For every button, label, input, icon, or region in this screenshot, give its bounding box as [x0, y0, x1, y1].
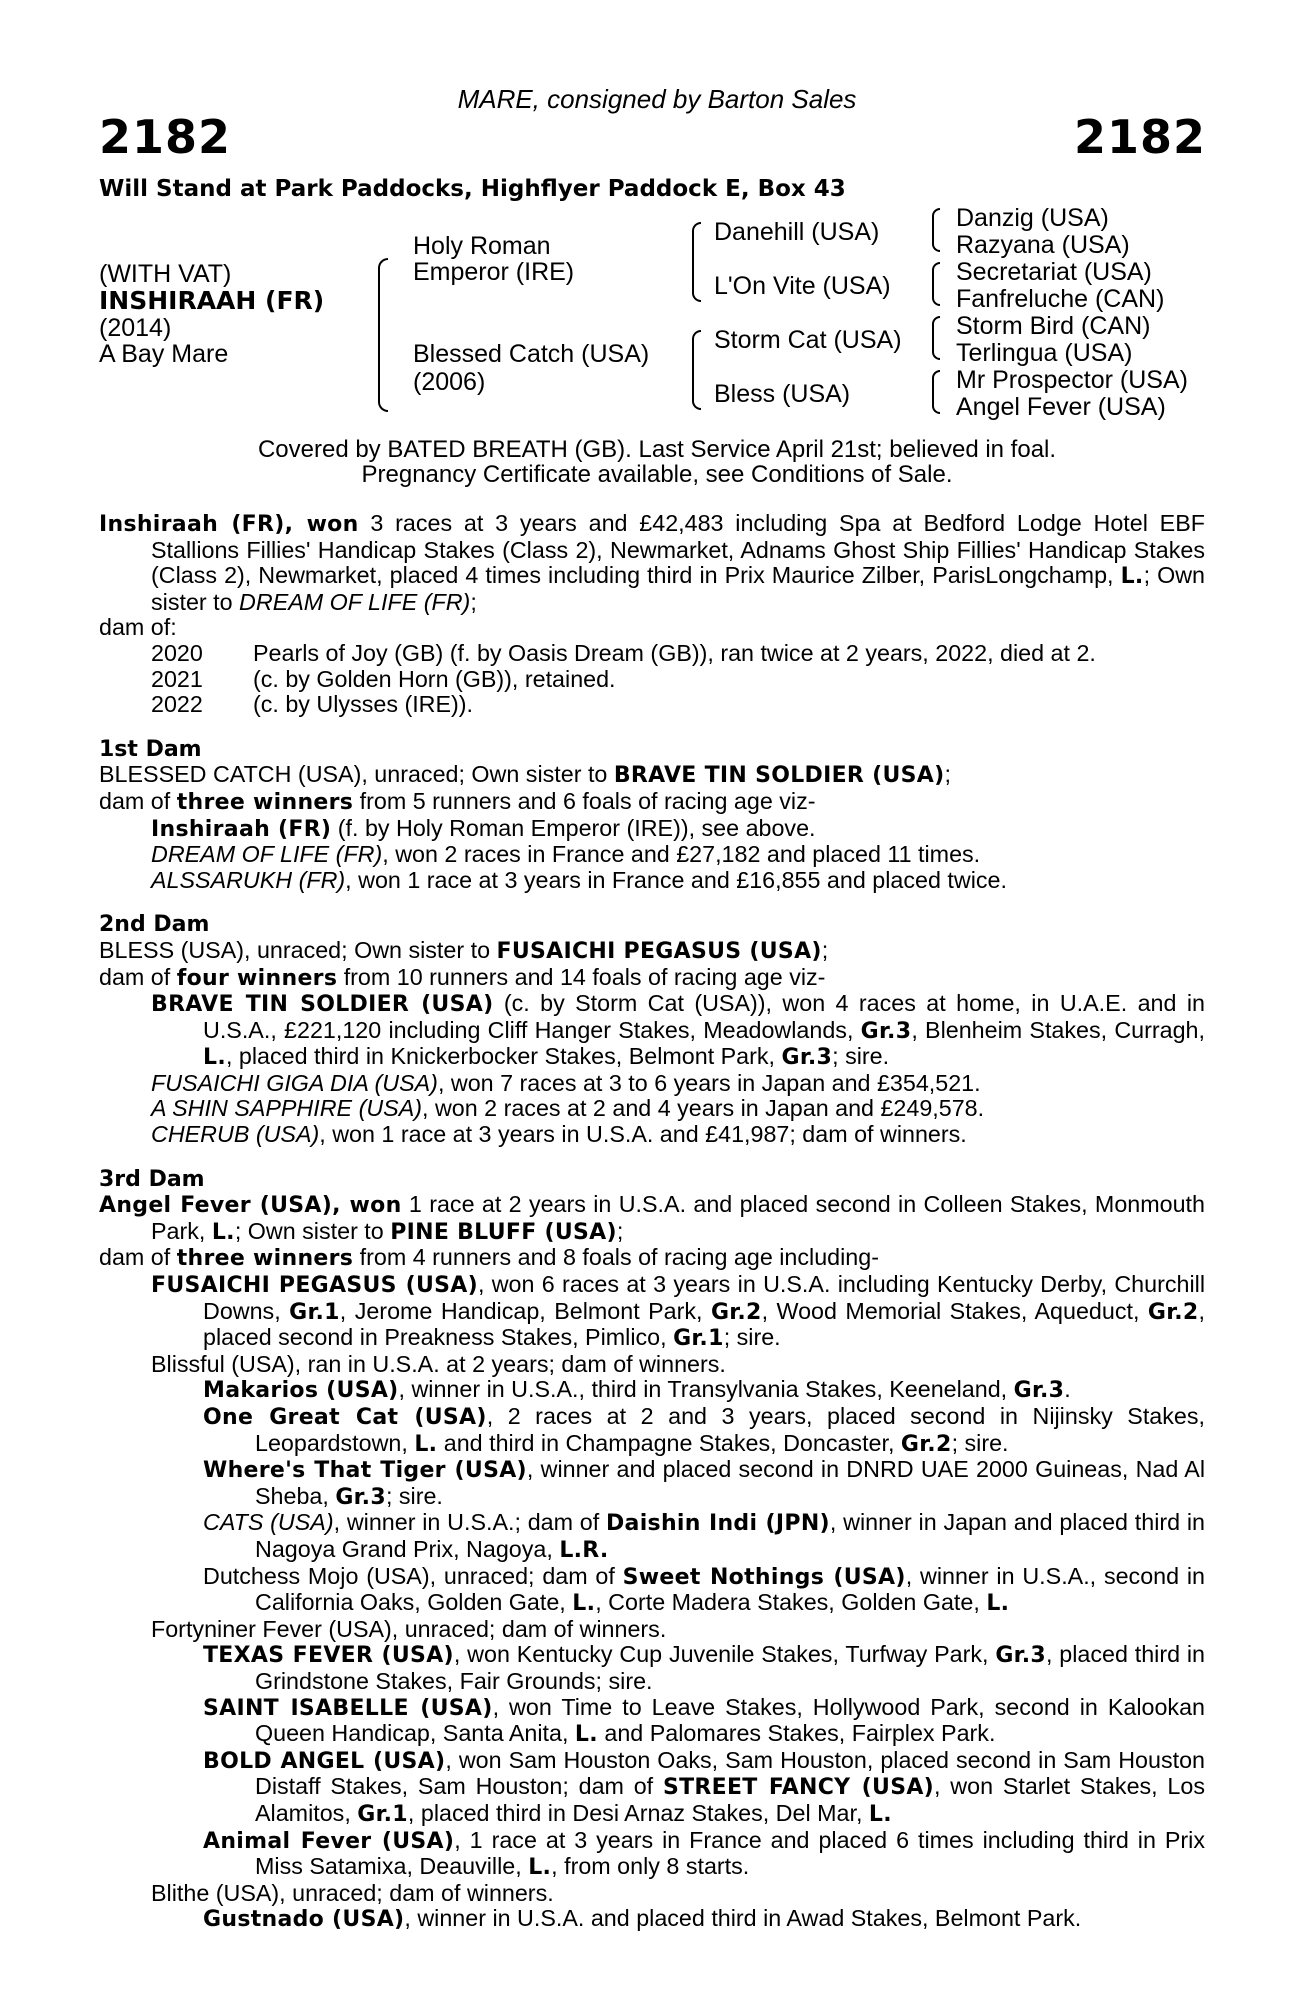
sss: Danzig (USA) [956, 204, 1109, 232]
brace-left [378, 258, 388, 412]
brace-sd [932, 262, 940, 306]
grand-offspring-entry: Makarios (USA), winner in U.S.A., third in Transylvania Stakes, Keeneland, Gr.3. [203, 1376, 1071, 1404]
offspring-entry: ALSSARUKH (FR), won 1 race at 3 years in France and £16,855 and placed twice. [151, 866, 1007, 893]
foaling-year: (2014) [99, 314, 172, 342]
brace-ss [932, 208, 940, 252]
grand-offspring-entry: Animal Fever (USA), 1 race at 3 years in France and placed 6 times including third in Prix Miss Satamixa, Deauville, L., from only 8 starts. [203, 1826, 1205, 1881]
grand-offspring-entry: One Great Cat (USA), 2 races at 2 and 3 years, placed second in Nijinsky Stakes, Leopardstown, L. and third in Champagne Stakes, Doncaster, Gr.2; sire. [203, 1403, 1205, 1457]
grand-offspring-entry: SAINT ISABELLE (USA), won Time to Leave Stakes, Hollywood Park, second in Kalookan Queen Handicap, Santa Anita, L. and Palomares Stakes, Fairplex Park. [203, 1693, 1205, 1748]
consignor-line: MARE, consigned by Barton Sales [457, 84, 857, 114]
dss: Storm Bird (CAN) [956, 312, 1151, 340]
second-dam-produce: dam of four winners from 10 runners and 14 foals of racing age viz- [99, 963, 826, 991]
foal-row: 2020 Pearls of Joy (GB) (f. by Oasis Dream (GB)), ran twice at 2 years, 2022, died at 2. [151, 639, 1096, 666]
third-dam-line: Angel Fever (USA), won 1 race at 2 years in U.S.A. and placed second in Colleen Stakes, Monmouth Park, L.; Own sister to PINE BLUFF (USA); [99, 1191, 1205, 1245]
dds: Mr Prospector (USA) [956, 366, 1188, 394]
offspring-entry: Blissful (USA), ran in U.S.A. at 2 years; dam of winners. [151, 1350, 726, 1377]
brace-dam [692, 330, 701, 410]
offspring-entry: Fortyniner Fever (USA), unraced; dam of winners. [151, 1615, 667, 1642]
brace-ds [932, 316, 940, 360]
sdd: Fanfreluche (CAN) [956, 285, 1165, 313]
dam-name: Blessed Catch (USA) [413, 340, 650, 368]
mare-paragraph: Inshiraah (FR), won 3 races at 3 years and £42,483 including Spa at Bedford Lodge Hotel EBF Stallions Fillies' Handicap Stakes (Class 2), Newmarket, Adnams Ghost Ship Fillies' Handicap Stakes (Class 2), Newmarket, placed 4 times including third in Prix Maurice Zilber, ParisLongchamp, L.; Own sister to DREAM OF LIFE (FR); [99, 510, 1205, 615]
dam-of-label: dam of: [99, 614, 177, 641]
catalogue-body [99, 511, 1205, 1933]
pregnancy-line: Pregnancy Certificate available, see Conditions of Sale. [361, 461, 953, 488]
third-dam-heading: 3rd Dam [99, 1166, 205, 1192]
sire-sire: Danehill (USA) [714, 218, 880, 246]
dam-sire: Storm Cat (USA) [714, 326, 902, 354]
offspring-entry: Inshiraah (FR) (f. by Holy Roman Emperor (IRE)), see above. [151, 814, 816, 842]
grand-offspring-entry: Gustnado (USA), winner in U.S.A. and placed third in Awad Stakes, Belmont Park. [203, 1905, 1082, 1933]
offspring-entry: CHERUB (USA), won 1 race at 3 years in U.S.A. and £41,987; dam of winners. [151, 1121, 967, 1148]
dam-year: (2006) [413, 368, 486, 396]
grand-offspring-entry: CATS (USA), winner in U.S.A.; dam of Daishin Indi (JPN), winner in Japan and placed third in Nagoya Grand Prix, Nagoya, L.R. [203, 1509, 1205, 1563]
dam-dam: Bless (USA) [714, 380, 851, 408]
stand-location: Will Stand at Park Paddocks, Highflyer Paddock E, Box 43 [99, 176, 846, 202]
second-dam-line: BLESS (USA), unraced; Own sister to FUSAICHI PEGASUS (USA); [99, 936, 829, 964]
offspring-entry: Blithe (USA), unraced; dam of winners. [151, 1879, 554, 1906]
grand-offspring-entry: Dutchess Mojo (USA), unraced; dam of Sweet Nothings (USA), winner in U.S.A., second in California Oaks, Golden Gate, L., Corte Madera Stakes, Golden Gate, L. [203, 1562, 1205, 1617]
offspring-entry: BRAVE TIN SOLDIER (USA) (c. by Storm Cat (USA)), won 4 races at home, in U.A.E. and in U.S.A., £221,120 including Cliff Hanger Stakes, Meadowlands, Gr.3, Blenheim Stakes, Curragh, L., placed third in Knickerbocker Stakes, Belmont Park, Gr.3; sire. [151, 990, 1205, 1071]
vat-note: (WITH VAT) [99, 260, 232, 288]
sire-name: Holy Roman [413, 232, 551, 260]
grand-offspring-entry: BOLD ANGEL (USA), won Sam Houston Oaks, Sam Houston, placed second in Sam Houston Distaff Stakes, Sam Houston; dam of STREET FANCY (USA), won Starlet Stakes, Los Alamitos, Gr.1, placed third in Desi Arnaz Stakes, Del Mar, L. [203, 1746, 1205, 1827]
lot-number-left: 2182 [99, 110, 232, 164]
first-dam-heading: 1st Dam [99, 736, 202, 762]
offspring-entry: A SHIN SAPPHIRE (USA), won 2 races at 2 and 4 years in Japan and £249,578. [151, 1095, 985, 1122]
offspring-entry: DREAM OF LIFE (FR), won 2 races in France and £27,182 and placed 11 times. [151, 841, 981, 868]
sire-dam: L'On Vite (USA) [714, 272, 891, 300]
foal-row: 2021 (c. by Golden Horn (GB)), retained. [151, 665, 616, 692]
offspring-entry: FUSAICHI GIGA DIA (USA), won 7 races at 3 to 6 years in Japan and £354,521. [151, 1069, 981, 1096]
sire-name-cont: Emperor (IRE) [413, 258, 575, 286]
first-dam-line: BLESSED CATCH (USA), unraced; Own sister to BRAVE TIN SOLDIER (USA); [99, 761, 951, 789]
ddd: Angel Fever (USA) [956, 393, 1166, 421]
second-dam-heading: 2nd Dam [99, 912, 210, 938]
dsd: Terlingua (USA) [956, 339, 1133, 367]
first-dam-produce: dam of three winners from 5 runners and 6 foals of racing age viz- [99, 787, 816, 815]
brace-sire [692, 222, 701, 302]
horse-name: INSHIRAAH (FR) [99, 286, 325, 315]
third-dam-produce: dam of three winners from 4 runners and 8 foals of racing age including- [99, 1244, 879, 1272]
sds: Secretariat (USA) [956, 258, 1152, 286]
covered-line: Covered by BATED BREATH (GB). Last Service April 21st; believed in foal. [257, 436, 1057, 463]
lot-number-right: 2182 [1073, 110, 1206, 164]
horse-description: A Bay Mare [99, 340, 229, 368]
brace-dd [932, 370, 940, 414]
ssd: Razyana (USA) [956, 231, 1130, 259]
offspring-entry: FUSAICHI PEGASUS (USA), won 6 races at 3 years in U.S.A. including Kentucky Derby, Churchill Downs, Gr.1, Jerome Handicap, Belmont Park, Gr.2, Wood Memorial Stakes, Aqueduct, Gr.2, placed second in Preakness Stakes, Pimlico, Gr.1; sire. [151, 1271, 1206, 1352]
grand-offspring-entry: TEXAS FEVER (USA), won Kentucky Cup Juvenile Stakes, Turfway Park, Gr.3, placed third in Grindstone Stakes, Fair Grounds; sire. [203, 1641, 1206, 1694]
grand-offspring-entry: Where's That Tiger (USA), winner and placed second in DNRD UAE 2000 Guineas, Nad Al Sheba, Gr.3; sire. [203, 1456, 1206, 1510]
foal-row: 2022 (c. by Ulysses (IRE)). [151, 691, 474, 718]
